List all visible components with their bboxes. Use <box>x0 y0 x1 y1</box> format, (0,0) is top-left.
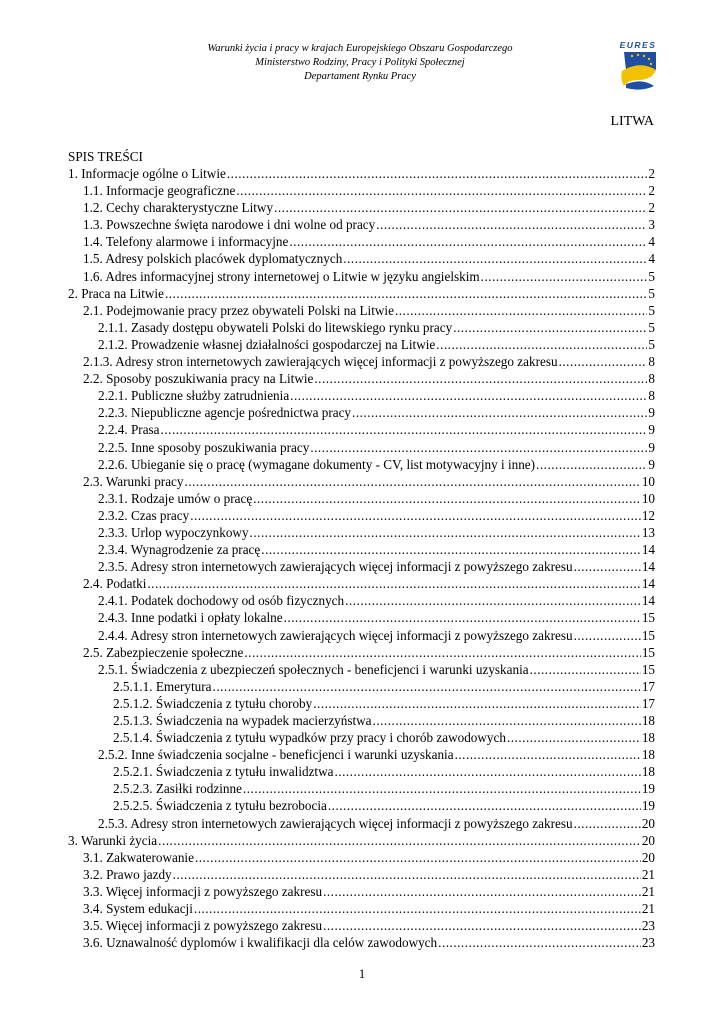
toc-leader-dots <box>438 934 641 951</box>
toc-leader-dots <box>313 695 641 712</box>
toc-entry-page: 15 <box>641 610 655 626</box>
toc-list <box>68 165 655 951</box>
toc-entry-title: 2.4.3. Inne podatki i opłaty lokalne <box>98 610 283 626</box>
toc-entry-title: 1.3. Powszechne święta narodowe i dni wolne od pracy <box>83 217 376 233</box>
toc-entry-page: 18 <box>641 764 655 780</box>
header-line-1: Warunki życia i pracy w krajach Europejskiego Obszaru Gospodarczego <box>207 43 513 54</box>
toc-entry-title: 3.4. System edukacji <box>83 901 193 917</box>
toc-entry[interactable] <box>68 900 655 917</box>
toc-entry[interactable] <box>68 661 655 678</box>
toc-entry[interactable] <box>68 250 655 267</box>
toc-leader-dots <box>161 421 648 438</box>
toc-leader-dots <box>195 849 641 866</box>
toc-entry-page: 10 <box>641 490 655 506</box>
toc-entry-title: 1.2. Cechy charakterystyczne Litwy <box>83 200 274 216</box>
toc-entry-title: 3.3. Więcej informacji z powyższego zakresu <box>83 883 323 899</box>
toc-leader-dots <box>213 678 641 695</box>
toc-leader-dots <box>261 541 641 558</box>
toc-entry[interactable] <box>68 268 655 285</box>
toc-entry-page: 21 <box>641 901 655 917</box>
toc-entry-page: 10 <box>641 473 655 489</box>
toc-entry-title: 1.6. Adres informacyjnej strony internetowej o Litwie w języku angielskim <box>83 268 480 284</box>
toc-entry-title: 2.3. Warunki pracy <box>83 473 184 489</box>
toc-leader-dots <box>536 456 647 473</box>
toc-entry[interactable] <box>68 421 655 438</box>
toc-entry[interactable] <box>68 524 655 541</box>
toc-entry-title: 2.5.3. Adresy stron internetowych zawierających więcej informacji z powyższego zakresu <box>98 815 573 831</box>
toc-entry[interactable] <box>68 797 655 814</box>
toc-leader-dots <box>530 661 641 678</box>
toc-entry[interactable] <box>68 182 655 199</box>
toc-leader-dots <box>243 780 641 797</box>
toc-entry-page: 15 <box>641 644 655 660</box>
toc-entry[interactable] <box>68 746 655 763</box>
toc-entry-page: 3 <box>648 217 655 233</box>
toc-leader-dots <box>345 592 641 609</box>
toc-entry-page: 9 <box>648 456 655 472</box>
toc-entry-title: 2.5.1.1. Emerytura <box>113 678 212 694</box>
toc-entry[interactable] <box>68 627 655 644</box>
toc-entry-page: 2 <box>648 183 655 199</box>
toc-entry-page: 23 <box>641 918 655 934</box>
toc-entry-title: 2.2. Sposoby poszukiwania pracy na Litwie <box>83 371 314 387</box>
toc-entry[interactable] <box>68 644 655 661</box>
toc-entry-page: 14 <box>641 559 655 575</box>
toc-entry[interactable] <box>68 370 655 387</box>
toc-entry[interactable] <box>68 780 655 797</box>
toc-leader-dots <box>314 370 647 387</box>
toc-leader-dots <box>507 729 641 746</box>
toc-entry-title: 2.5.1. Świadczenia z ubezpieczeń społecznych - beneficjenci i warunki uzyskania <box>98 661 529 677</box>
toc-leader-dots <box>190 507 641 524</box>
toc-entry-title: 2.5. Zabezpieczenie społeczne <box>83 644 244 660</box>
toc-leader-dots <box>194 900 641 917</box>
toc-entry-title: 2.2.1. Publiczne służby zatrudnienia <box>98 388 290 404</box>
eures-logo-text: EURES <box>619 40 657 50</box>
toc-entry[interactable] <box>68 336 655 353</box>
toc-entry[interactable] <box>68 473 655 490</box>
toc-entry-title: 2.1.3. Adresy stron internetowych zawierających więcej informacji z powyższego zakresu <box>83 354 558 370</box>
toc-leader-dots <box>574 558 641 575</box>
toc-entry-title: 2.3.1. Rodzaje umów o pracę <box>98 490 253 506</box>
toc-entry[interactable] <box>68 507 655 524</box>
toc-entry-title: 2.1.2. Prowadzenie własnej działalności gospodarczej na Litwie <box>98 336 436 352</box>
toc-entry-page: 20 <box>641 832 655 848</box>
toc-leader-dots <box>373 712 641 729</box>
toc-entry-page: 9 <box>648 439 655 455</box>
toc-entry-page: 18 <box>641 730 655 746</box>
toc-entry[interactable] <box>68 541 655 558</box>
toc-entry-title: 2.3.2. Czas pracy <box>98 507 190 523</box>
toc-entry[interactable] <box>68 233 655 250</box>
toc-leader-dots <box>250 524 641 541</box>
toc-leader-dots <box>352 404 647 421</box>
toc-entry-title: 2. Praca na Litwie <box>68 285 164 301</box>
toc-entry-page: 21 <box>641 883 655 899</box>
toc-entry-title: 2.5.1.2. Świadczenia z tytułu choroby <box>113 695 313 711</box>
toc-leader-dots <box>253 490 641 507</box>
toc-entry-page: 9 <box>648 422 655 438</box>
toc-leader-dots <box>244 644 640 661</box>
toc-entry[interactable] <box>68 302 655 319</box>
header-line-2: Ministerstwo Rodziny, Pracy i Polityki Społecznej <box>255 57 465 68</box>
toc-entry[interactable] <box>68 387 655 404</box>
toc-entry[interactable] <box>68 439 655 456</box>
toc-entry-page: 4 <box>648 251 655 267</box>
toc-leader-dots <box>376 216 647 233</box>
toc-entry-title: 2.5.2.3. Zasiłki rodzinne <box>113 781 242 797</box>
toc-leader-dots <box>559 353 648 370</box>
eures-logo <box>612 40 664 92</box>
toc-leader-dots <box>284 609 641 626</box>
toc-entry-title: 1.4. Telefony alarmowe i informacyjne <box>83 234 289 250</box>
toc-entry-title: 2.5.2. Inne świadczenia socjalne - beneficjenci i warunki uzyskania <box>98 747 454 763</box>
toc-entry-page: 23 <box>641 935 655 951</box>
toc-entry[interactable] <box>68 712 655 729</box>
toc-entry-title: 3.6. Uznawalność dyplomów i kwalifikacji dla celów zawodowych <box>83 935 438 951</box>
toc-leader-dots <box>323 883 641 900</box>
toc-entry-title: 1.1. Informacje geograficzne <box>83 183 236 199</box>
toc-entry[interactable] <box>68 456 655 473</box>
toc-entry[interactable] <box>68 575 655 592</box>
toc-leader-dots <box>185 473 641 490</box>
country-name: LITWA <box>610 114 654 129</box>
toc-entry-page: 4 <box>648 234 655 250</box>
toc-entry-title: 2.5.2.1. Świadczenia z tytułu inwalidztwa <box>113 764 334 780</box>
toc-entry[interactable] <box>68 165 655 182</box>
toc-entry-page: 5 <box>648 302 655 318</box>
toc-entry[interactable] <box>68 832 655 849</box>
toc-leader-dots <box>236 182 647 199</box>
toc-entry-title: 2.5.1.4. Świadczenia z tytułu wypadków przy pracy i chorób zawodowych <box>113 730 506 746</box>
toc-leader-dots <box>455 746 641 763</box>
eures-logo-icon <box>612 40 664 92</box>
document-header <box>150 42 570 84</box>
toc-entry-page: 13 <box>641 524 655 540</box>
toc-entry[interactable] <box>68 729 655 746</box>
toc-leader-dots <box>158 832 641 849</box>
toc-entry[interactable] <box>68 883 655 900</box>
toc-entry-page: 2 <box>648 166 655 181</box>
toc-entry-title: 3.2. Prawo jazdy <box>83 866 172 882</box>
toc-entry-page: 20 <box>641 849 655 865</box>
toc-entry-page: 8 <box>648 388 655 404</box>
toc-leader-dots <box>310 439 647 456</box>
toc-entry-page: 14 <box>641 593 655 609</box>
toc-entry-page: 5 <box>648 268 655 284</box>
toc-entry[interactable] <box>68 216 655 233</box>
toc-entry-title: 2.4. Podatki <box>83 576 147 592</box>
toc-entry-page: 15 <box>641 627 655 643</box>
toc-leader-dots <box>395 302 647 319</box>
toc-entry-page: 8 <box>648 354 655 370</box>
toc-entry[interactable] <box>68 490 655 507</box>
toc-entry-title: 2.2.3. Niepubliczne agencje pośrednictwa pracy <box>98 405 352 421</box>
toc-entry[interactable] <box>68 592 655 609</box>
toc-entry-title: 2.5.2.5. Świadczenia z tytułu bezrobocia <box>113 798 327 814</box>
page-number: 1 <box>358 966 366 981</box>
toc-leader-dots <box>290 387 647 404</box>
toc-entry-page: 19 <box>641 781 655 797</box>
toc-entry-page: 15 <box>641 661 655 677</box>
toc-leader-dots <box>334 763 640 780</box>
toc-entry-page: 5 <box>648 319 655 335</box>
toc-entry[interactable] <box>68 695 655 712</box>
toc-entry[interactable] <box>68 678 655 695</box>
toc-entry[interactable] <box>68 763 655 780</box>
toc-entry-page: 18 <box>641 747 655 763</box>
toc-entry-title: 2.2.4. Prasa <box>98 422 160 438</box>
toc-entry-title: 3.1. Zakwaterowanie <box>83 849 194 865</box>
toc-leader-dots <box>328 797 641 814</box>
toc-leader-dots <box>453 319 647 336</box>
toc-entry-page: 12 <box>641 507 655 523</box>
toc-entry-page: 14 <box>641 576 655 592</box>
toc-entry-page: 5 <box>648 285 655 301</box>
toc-leader-dots <box>436 336 647 353</box>
toc-leader-dots <box>274 199 647 216</box>
toc-entry-title: 2.2.5. Inne sposoby poszukiwania pracy <box>98 439 310 455</box>
toc-entry-page: 9 <box>648 405 655 421</box>
toc-entry-page: 2 <box>648 200 655 216</box>
toc-entry[interactable] <box>68 199 655 216</box>
toc-leader-dots <box>173 866 641 883</box>
toc-entry-title: 2.1.1. Zasady dostępu obywateli Polski do litewskiego rynku pracy <box>98 319 453 335</box>
toc-entry[interactable] <box>68 609 655 626</box>
toc-entry-page: 19 <box>641 798 655 814</box>
toc-entry-page: 14 <box>641 542 655 558</box>
toc-entry[interactable] <box>68 404 655 421</box>
toc-entry[interactable] <box>68 866 655 883</box>
toc-entry[interactable] <box>68 815 655 832</box>
toc-entry[interactable] <box>68 917 655 934</box>
toc-entry-page: 5 <box>648 336 655 352</box>
toc-entry-title: 1. Informacje ogólne o Litwie <box>68 166 226 181</box>
toc-entry-page: 17 <box>641 678 655 694</box>
toc-entry-title: 2.3.5. Adresy stron internetowych zawierających więcej informacji z powyższego zakresu <box>98 559 573 575</box>
toc-entry-title: 2.3.4. Wynagrodzenie za pracę <box>98 542 261 558</box>
toc-entry-page: 17 <box>641 695 655 711</box>
toc-entry-title: 2.2.6. Ubieganie się o pracę (wymagane dokumenty - CV, list motywacyjny i inne) <box>98 456 536 472</box>
toc-title: SPIS TREŚCI <box>68 149 143 164</box>
toc-entry-page: 18 <box>641 713 655 728</box>
toc-entry[interactable] <box>68 934 655 951</box>
toc-entry-page: 20 <box>641 815 655 831</box>
toc-entry-page: 21 <box>641 866 655 882</box>
toc-entry-title: 2.4.4. Adresy stron internetowych zawierających więcej informacji z powyższego zakresu <box>98 627 573 643</box>
toc-leader-dots <box>165 285 647 302</box>
toc-leader-dots <box>481 268 648 285</box>
toc-entry[interactable] <box>68 285 655 302</box>
toc-leader-dots <box>343 250 647 267</box>
toc-leader-dots <box>147 575 640 592</box>
toc-entry-title: 3.5. Więcej informacji z powyższego zakresu <box>83 918 323 934</box>
toc-entry-title: 2.4.1. Podatek dochodowy od osób fizycznych <box>98 593 345 609</box>
toc-entry-title: 3. Warunki życia <box>68 832 158 848</box>
toc-leader-dots <box>323 917 641 934</box>
toc-entry-title: 2.3.3. Urlop wypoczynkowy <box>98 524 249 540</box>
header-line-3: Departament Rynku Pracy <box>304 71 416 82</box>
toc-entry[interactable] <box>68 849 655 866</box>
toc-entry-page: 8 <box>648 371 655 387</box>
toc-leader-dots <box>289 233 647 250</box>
toc-leader-dots <box>227 165 648 182</box>
toc-leader-dots <box>574 815 641 832</box>
toc-entry[interactable] <box>68 353 655 370</box>
toc-entry[interactable] <box>68 558 655 575</box>
toc-leader-dots <box>574 627 641 644</box>
toc-entry-title: 2.5.1.3. Świadczenia na wypadek macierzyństwa <box>113 713 372 728</box>
toc-entry[interactable] <box>68 319 655 336</box>
table-of-contents <box>68 148 655 951</box>
toc-entry-title: 1.5. Adresy polskich placówek dyplomatycznych <box>83 251 343 267</box>
toc-entry-title: 2.1. Podejmowanie pracy przez obywateli Polski na Litwie <box>83 302 394 318</box>
